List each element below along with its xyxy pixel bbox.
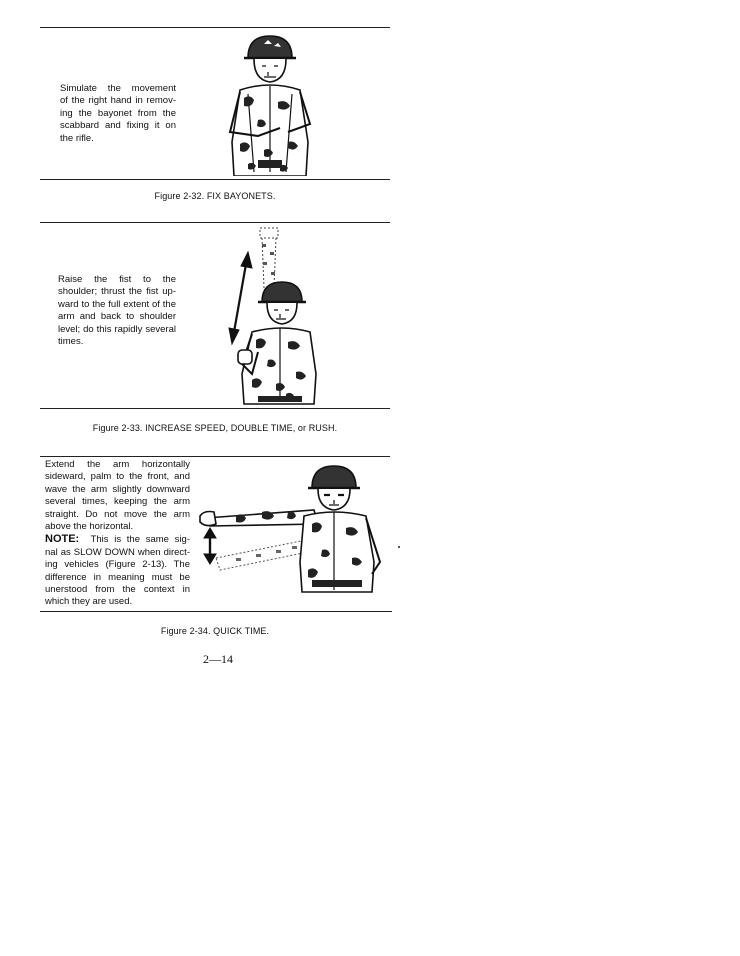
fig32-bottom-rule xyxy=(40,179,390,180)
fig34-note-line: nal as SLOW DOWN when direct- xyxy=(45,546,190,558)
fig33-caption: Figure 2-33. INCREASE SPEED, DOUBLE TIME, or RUSH. xyxy=(92,423,338,433)
fig32-caption: Figure 2-32. FIX BAYONETS. xyxy=(154,191,276,201)
fig33-line: level; do this rapidly several xyxy=(58,323,176,335)
page-number: 2—14 xyxy=(203,652,233,666)
soldier-quick-time-illustration xyxy=(196,462,388,594)
fig34-note-line: difference in meaning must be xyxy=(45,571,190,583)
fig33-bottom-rule xyxy=(40,408,390,409)
fig34-note-line: which they are used. xyxy=(45,596,133,608)
fig34-line: Extend the arm horizontally xyxy=(45,459,190,470)
fig34-note-line: ing vehicles (Figure 2-13). The xyxy=(45,559,190,571)
note-label: NOTE: xyxy=(45,533,80,546)
fig32-top-rule xyxy=(40,27,390,28)
fig32-line: ing the bayonet from the xyxy=(60,107,176,119)
fig34-bottom-rule xyxy=(40,611,392,612)
note-first-text: This is the same sig- xyxy=(90,534,190,546)
fig33-description xyxy=(58,274,176,348)
fig32-line: Simulate the movement xyxy=(60,83,176,94)
fig33-line: times. xyxy=(58,336,84,348)
fig34-line: above the horizontal. xyxy=(45,521,134,533)
fig34-top-rule xyxy=(40,456,390,457)
fig34-line: wave the arm slightly downward xyxy=(45,483,190,495)
fig34-note-line xyxy=(45,533,190,546)
fig34-line: several times, keeping the arm xyxy=(45,496,190,508)
fig34-line: straight. Do not move the arm xyxy=(45,508,190,520)
stray-mark xyxy=(398,546,400,548)
fig33-top-rule xyxy=(40,222,390,223)
fig34-line: sideward, palm to the front, and xyxy=(45,471,190,483)
soldier-double-time-illustration xyxy=(222,224,322,408)
fig33-line: ward to the full extent of the xyxy=(58,298,176,310)
fig33-line: Raise the fist to the xyxy=(58,274,176,285)
fig34-description xyxy=(45,459,190,609)
fig33-line: arm and back to shoulder xyxy=(58,311,176,323)
fig32-line: the rifle. xyxy=(60,132,94,144)
fig33-line: shoulder; thrust the fist up- xyxy=(58,286,176,298)
fig34-caption: Figure 2-34. QUICK TIME. xyxy=(160,626,270,636)
fig34-note-line: unerstood from the context in xyxy=(45,584,190,596)
fig32-description xyxy=(60,83,176,145)
fig32-line: scabbard and fixing it on xyxy=(60,120,176,132)
fig32-line: of the right hand in remov- xyxy=(60,95,176,107)
soldier-fix-bayonet-illustration xyxy=(218,32,322,176)
